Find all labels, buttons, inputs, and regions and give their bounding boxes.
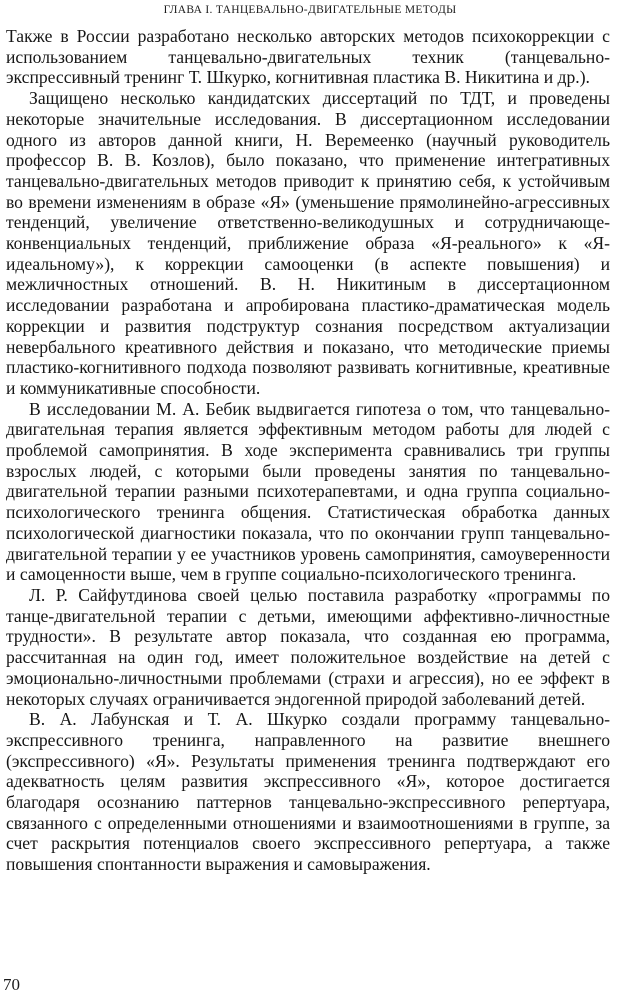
paragraph-labunskaya-shkurko: В. А. Лабунская и Т. А. Шкурко создали программу танцевально-экспрессивного тренинга, направленного на развитие внешнего (экспрессивного) «Я». Результаты применения тренинга подтверждают его адекватность целям развития экспрессивного «Я», которое достигается благодаря осознанию паттернов танцевально-экспрессивного репертуара, связанного с определенными отношениями и взаимоотношениями в группе, за счет раскрытия потенциалов своего экспрессивного репертуара, а также повышения спонтанности выражения и самовыражения. (6, 709, 610, 875)
body-text (6, 26, 610, 875)
page-number: 70 (3, 975, 20, 994)
paragraph-dissertations: Защищено несколько кандидатских диссертаций по ТДТ, и проведены некоторые значительные исследования. В диссертационном исследовании одного из авторов данной книги, Н. Веремеенко (научный руководитель профессор В. В. Козлов), было показано, что применение интегративных танцевально-двигательных методов приводит к принятию себя, к устойчивым во времени изменениям в образе «Я» (уменьшение прямолинейно-агрессивных тенденций, увеличение ответственно-великодушных и сотрудничающе-конвенциальных тенденций, приближение образа «Я-реального» к «Я-идеальному»), к коррекции самооценки (в аспекте повышения) и межличностных отношений. В. Н. Никитиным в диссертационном исследовании разработана и апробирована пластико-драматическая модель коррекции и развития подструктур сознания посредством актуализации невербального креативного действия и показано, что методические приемы пластико-когнитивного подхода позволяют развивать когнитивные, креативные и коммуникативные способности. (6, 88, 610, 398)
paragraph-sayfutdinova-study: Л. Р. Сайфутдинова своей целью поставила разработку «программы по танце-двигательной терапии с детьми, имеющими аффективно-личностные трудности». В результате автор показала, что созданная ею программа, рассчитанная на один год, имеет положительное воздействие на детей с эмоционально-личностными проблемами (страхи и агрессия), но ее эффект в некоторых случаях ограничивается эндогенной природой заболеваний детей. (6, 584, 610, 709)
paragraph-bebik-study: В исследовании М. А. Бебик выдвигается гипотеза о том, что танцевально-двигательная терапия является эффективным методом работы для людей с проблемой самопринятия. В ходе эксперимента сравнивались три группы взрослых людей, с которыми были проведены занятия по танцевально-двигательной терапии разными психотерапевтами, и одна группа социально-психологического тренинга общения. Статистическая обработка данных психологической диагностики показала, что по окончании групп танцевально-двигательной терапии у ее участников уровень самопринятия, самоуверенности и самоценности выше, чем в группе социально-психологического тренинга. (6, 398, 610, 585)
paragraph-intro: Также в России разработано несколько авторских методов психокоррекции с использованием танцевально-двигательных техник (танцевально-экспрессивный тренинг Т. Шкурко, когнитивная пластика В. Никитина и др.). (6, 26, 610, 88)
running-header: ГЛАВА I. ТАНЦЕВАЛЬНО-ДВИГАТЕЛЬНЫЕ МЕТОДЫ (163, 4, 457, 16)
